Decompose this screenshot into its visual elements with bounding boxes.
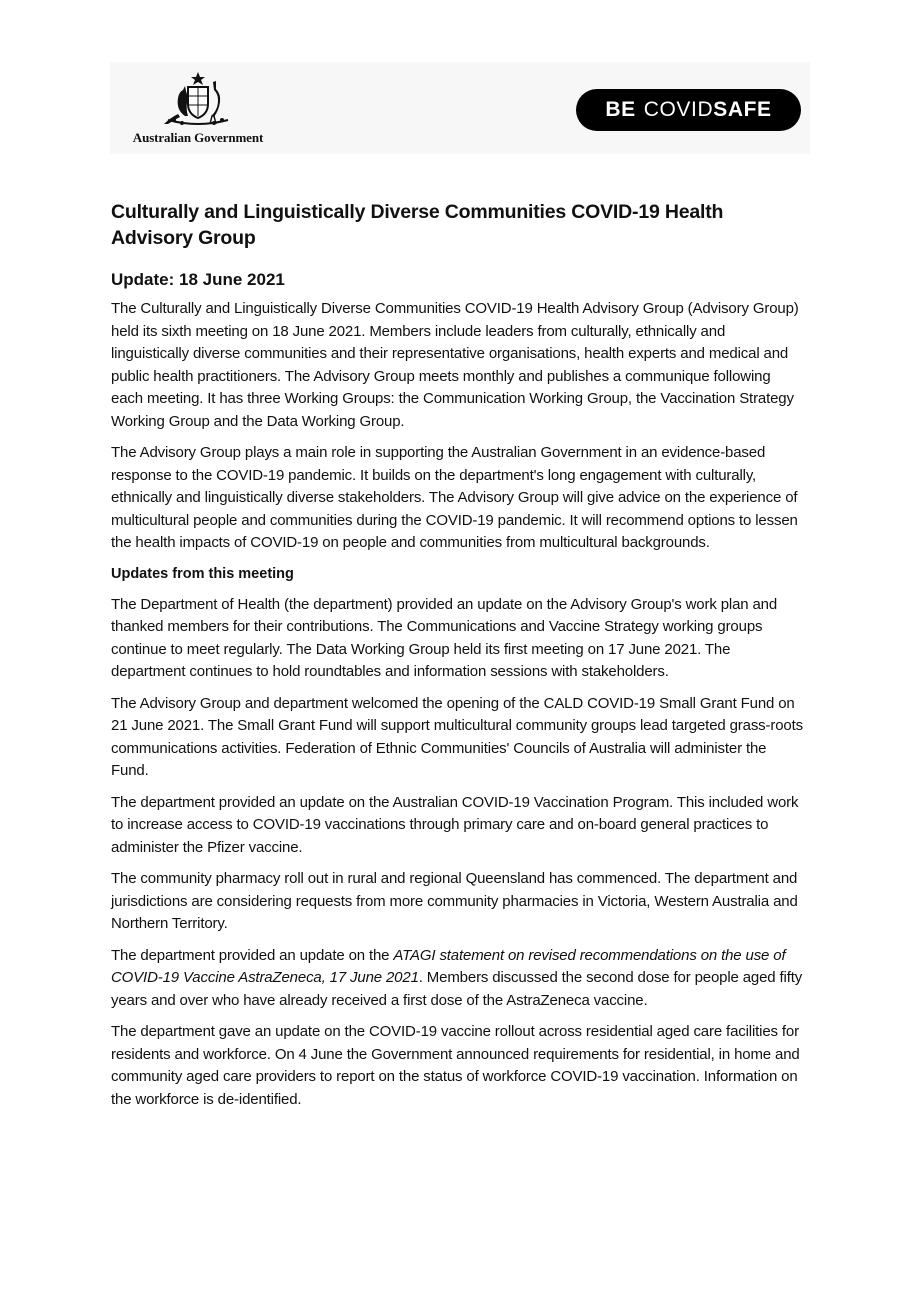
updates-section-heading: Updates from this meeting	[111, 565, 294, 582]
update-paragraph: The department provided an update on the Australian COVID-19 Vaccination Program. This included work to increase access to COVID-19 vaccinations through primary care and on-board general practices to administer the Pfizer vaccine.	[111, 793, 799, 856]
update-paragraph: The community pharmacy roll out in rural and regional Queensland has commenced. The department and jurisdictions are considering requests from more community pharmacies in Victoria, Western Australia and Northern Territory.	[111, 870, 798, 932]
update-date-heading: Update: 18 June 2021	[111, 270, 285, 289]
badge-covid: COVID	[643, 98, 714, 121]
atagi-statement-title: ATAGI statement on revised recommendations on the use of COVID-19 Vaccine AstraZeneca, 17 June 2021	[111, 946, 786, 986]
badge-be: BE	[605, 98, 636, 121]
coat-of-arms-icon	[158, 70, 238, 128]
atagi-text-after: . Members discussed the second dose for people aged fifty years and over who have already received a first dose of the AstraZeneca vaccine.	[111, 969, 803, 1009]
atagi-text-before: The department provided an update on the	[111, 946, 394, 964]
update-paragraph: The Advisory Group and department welcomed the opening of the CALD COVID-19 Small Grant Fund on 21 June 2021. The Small Grant Fund will support multicultural community groups lead targeted grass-roots communications activities. Federation of Ethnic Communities' Councils of Australia will administer the Fund.	[111, 694, 803, 779]
aged-care-paragraph: The department gave an update on the COVID-19 vaccine rollout across residential aged care facilities for residents and workforce. On 4 June the Government announced requirements for residential, in home and community aged care providers to report on the status of workforce COVID-19 vaccination. Information on the workforce is de-identified.	[111, 1023, 800, 1108]
document-title: Culturally and Linguistically Diverse Communities COVID-19 Health Advisory Group	[111, 201, 724, 249]
intro-paragraph: The Culturally and Linguistically Diverse Communities COVID-19 Health Advisory Group (Advisory Group) held its sixth meeting on 18 June 2021. Members include leaders from culturally, ethnically and linguistically diverse communities and their representative organisations, health experts and medical and public health practitioners. The Advisory Group meets monthly and publishes a communique following each meeting. It has three Working Groups: the Communication Working Group, the Vaccination Strategy Working Group and the Data Working Group.	[111, 300, 799, 430]
be-covidsafe-badge	[576, 89, 801, 131]
badge-safe: SAFE	[713, 98, 772, 121]
intro-paragraph: The Advisory Group plays a main role in supporting the Australian Government in an evidence-based response to the COVID-19 pandemic. It builds on the department's long engagement with culturally, ethnically and linguistically diverse stakeholders. The Advisory Group will give advice on the experience of multicultural people and communities during the COVID-19 pandemic. It will recommend options to lessen the health impacts of COVID-19 on people and communities from multicultural backgrounds.	[111, 444, 798, 551]
government-name: Australian Government	[132, 130, 264, 145]
australian-government-logo	[118, 70, 278, 152]
document-body	[111, 199, 805, 1120]
update-paragraph: The Department of Health (the department) provided an update on the Advisory Group's work plan and thanked members for their contributions. The Communications and Vaccine Strategy working groups continue to meet regularly. The Data Working Group held its first meeting on 17 June 2021. The department continues to hold roundtables and information sessions with stakeholders.	[111, 595, 778, 680]
atagi-update-paragraph	[111, 945, 805, 1013]
